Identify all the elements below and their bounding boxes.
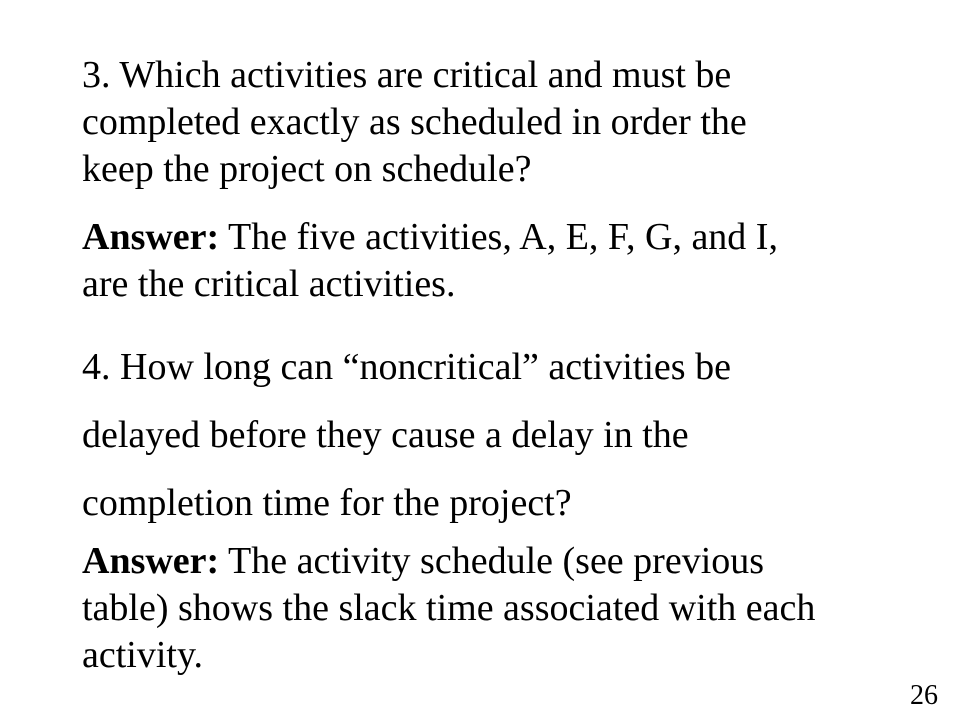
question-3 [82,52,922,193]
answer-3-line: are the critical activities. [82,263,456,305]
question-3-line: completed exactly as scheduled in order the [82,101,747,143]
answer-4-line: activity. [82,634,203,676]
answer-4-line [82,538,922,585]
question-3-line: 3. Which activities are critical and must be [82,54,732,96]
answer-3-text: The five activities, A, E, F, G, and I, [219,216,778,258]
question-4 [82,333,922,537]
answer-3-label: Answer: [82,216,220,258]
answer-4-text: The activity schedule (see previous [219,540,765,582]
answer-3 [82,214,922,308]
answer-4-line: table) shows the slack time associated with each [82,587,816,629]
answer-4 [82,538,922,679]
question-3-line: keep the project on schedule? [82,148,532,190]
question-4-line: delayed before they cause a delay in the [82,414,689,456]
answer-3-line [82,214,922,261]
question-4-line: completion time for the project? [82,482,572,524]
question-4-line: 4. How long can “noncritical” activities be [82,346,731,388]
page-number: 26 [910,680,938,711]
answer-4-label: Answer: [82,540,220,582]
